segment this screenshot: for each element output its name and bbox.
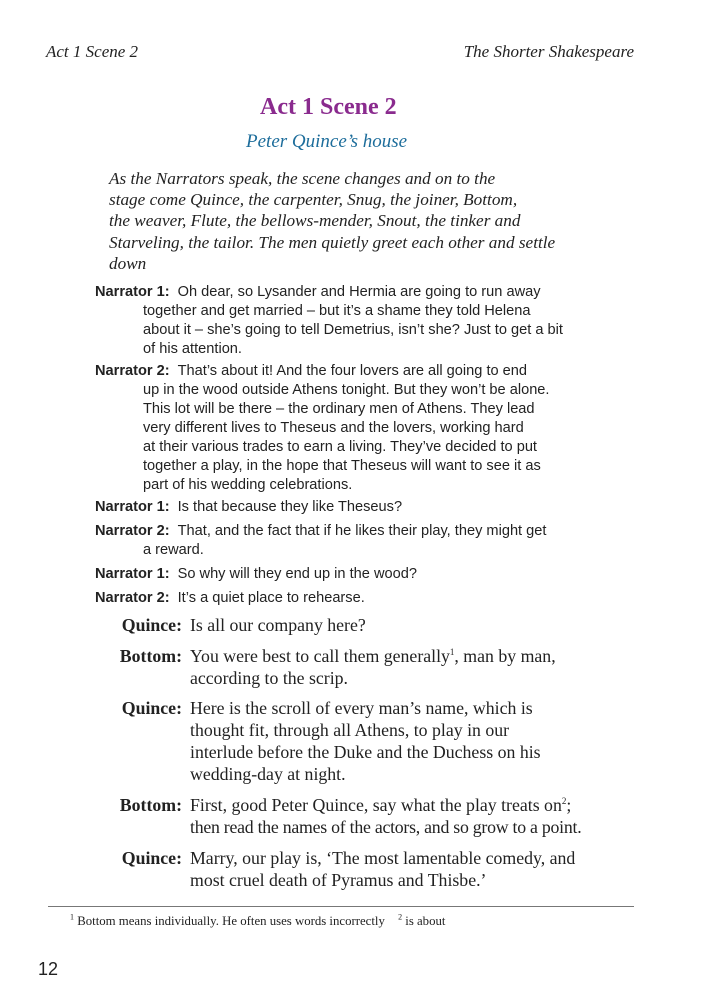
dialogue-line: according to the scrip.	[190, 668, 348, 688]
narration-entry	[95, 283, 655, 359]
dialogue-line: First, good Peter Quince, say what the play treats on	[190, 795, 562, 815]
character-speaker: Quince:	[121, 698, 182, 718]
footnote-number: 2	[398, 912, 403, 922]
dialogue-line: most cruel death of Pyramus and Thisbe.’	[190, 870, 487, 890]
narration-line: of his attention.	[143, 341, 242, 357]
dialogue-entry	[100, 645, 660, 689]
narration-line: a reward.	[143, 542, 204, 558]
stage-direction-line: As the Narrators speak, the scene changes and on to the	[109, 169, 496, 188]
page-number: 12	[38, 959, 59, 979]
narration-entry	[95, 362, 655, 495]
narration-line: up in the wood outside Athens tonight. But they won’t be alone.	[143, 382, 550, 398]
dialogue-entry	[100, 847, 660, 891]
character-speaker: Quince:	[121, 848, 182, 868]
dialogue-line-tail: ;	[566, 795, 572, 815]
scene-subtitle: Peter Quince’s house	[246, 131, 408, 152]
stage-direction-line: stage come Quince, the carpenter, Snug, the joiner, Bottom,	[109, 190, 518, 210]
dialogue-entry	[100, 794, 660, 838]
narration-entry	[95, 522, 655, 560]
narrator-speaker: Narrator 2:	[95, 590, 170, 606]
stage-direction-line: the weaver, Flute, the bellows-mender, Snout, the tinker and	[109, 211, 521, 231]
narration-entry	[95, 565, 655, 584]
narration-entry	[95, 498, 655, 517]
dialogue-line: Here is the scroll of every man’s name, which is	[190, 698, 533, 718]
narration-line: That’s about it! And the four lovers are all going to end	[177, 363, 528, 379]
dialogue-line: You were best to call them generally	[190, 646, 450, 666]
character-speaker: Quince:	[121, 615, 182, 635]
dialogue-line: thought fit, through all Athens, to play in our	[190, 720, 510, 740]
narration-line: together and get married – but it’s a shame they told Helena	[143, 303, 531, 319]
dialogue-line: Is all our company here?	[190, 615, 366, 635]
narration-line: It’s a quiet place to rehearse.	[177, 590, 365, 606]
narration-line: Is that because they like Theseus?	[177, 499, 403, 515]
narrator-speaker: Narrator 1:	[95, 566, 170, 582]
footnote-marker: 1	[449, 647, 455, 658]
dialogue-line-tail: , man by man,	[454, 646, 556, 666]
narration-line: So why will they end up in the wood?	[177, 566, 417, 582]
running-header-left: Act 1 Scene 2	[46, 42, 139, 61]
footnote-text: is about	[405, 914, 446, 928]
dialogue-entry	[100, 614, 660, 636]
dialogue-line: wedding-day at night.	[190, 764, 346, 784]
narration-line: Oh dear, so Lysander and Hermia are going to run away	[177, 284, 541, 300]
narration-line: That, and the fact that if he likes their play, they might get	[177, 523, 547, 539]
footnote-divider	[48, 906, 634, 907]
narration-line: together a play, in the hope that Theseus will want to see it as	[143, 458, 541, 474]
dialogue-entry	[100, 697, 660, 785]
footnote-number: 1	[70, 912, 74, 922]
narration-line: at their various trades to earn a living. They’ve decided to put	[143, 439, 537, 455]
narration-entry	[95, 589, 655, 608]
stage-direction-line: Starveling, the tailor. The men quietly greet each other and settle	[109, 232, 556, 252]
narrator-speaker: Narrator 1:	[95, 499, 170, 515]
footnote-text: Bottom means individually. He often uses words incorrectly	[77, 914, 385, 928]
dialogue-line: then read the names of the actors, and so grow to a point.	[190, 817, 582, 837]
character-speaker: Bottom:	[119, 795, 182, 815]
narration-line: very different lives to Theseus and the lovers, working hard	[143, 420, 524, 436]
narration-line: part of his wedding celebrations.	[143, 477, 353, 493]
narration-line: about it – she’s going to tell Demetrius, isn’t she? Just to get a bit	[143, 322, 563, 338]
running-header-right: The Shorter Shakespeare	[463, 42, 634, 61]
footnote-marker: 2	[561, 796, 567, 807]
stage-direction-line: down	[109, 253, 147, 273]
narrator-speaker: Narrator 2:	[95, 523, 170, 539]
scene-title: Act 1 Scene 2	[260, 94, 397, 120]
narrator-speaker: Narrator 1:	[95, 284, 170, 300]
dialogue-line: Marry, our play is, ‘The most lamentable comedy, and	[190, 848, 576, 868]
character-speaker: Bottom:	[119, 646, 182, 666]
dialogue-line: interlude before the Duke and the Duchess on his	[190, 742, 541, 762]
footnotes	[70, 914, 445, 929]
narrator-speaker: Narrator 2:	[95, 363, 170, 379]
narration-line: This lot will be there – the ordinary men of Athens. They lead	[143, 401, 535, 417]
stage-direction	[109, 168, 649, 274]
